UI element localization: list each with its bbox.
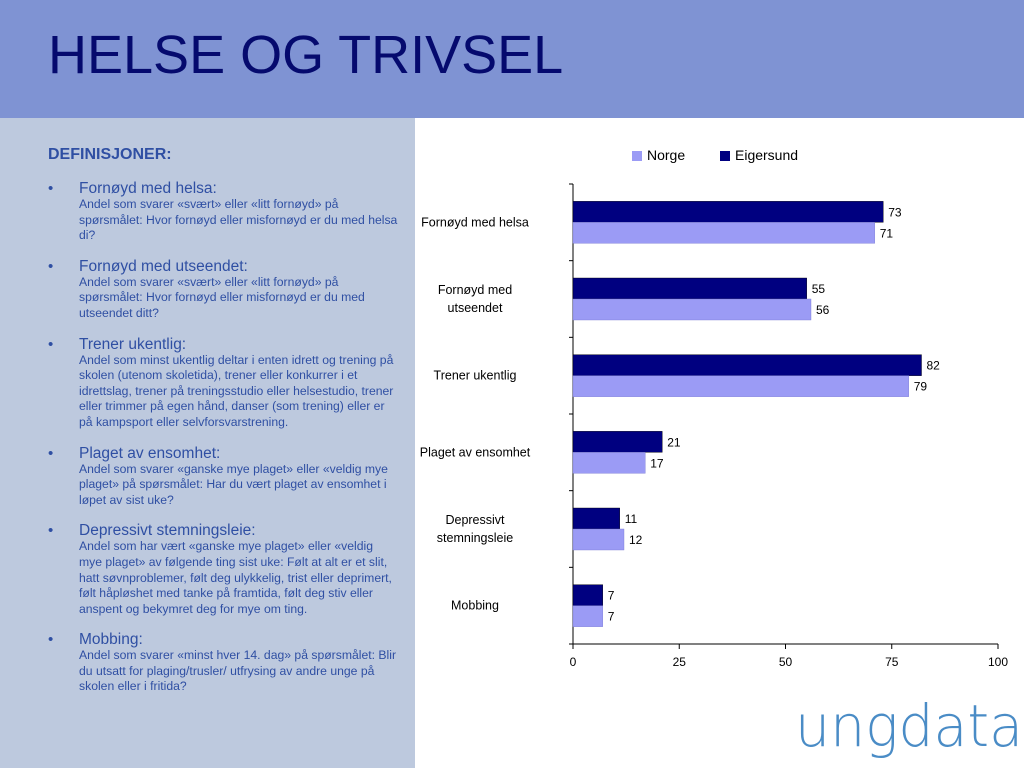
legend-swatch xyxy=(720,151,730,161)
bar-eigersund xyxy=(573,201,883,222)
data-label-eigersund: 11 xyxy=(624,512,638,526)
bullet-icon: • xyxy=(48,631,54,649)
bullet-icon: • xyxy=(48,522,54,540)
header-banner xyxy=(0,0,1024,118)
definition-item xyxy=(48,180,398,244)
bullet-icon: • xyxy=(48,180,54,197)
category-label: Fornøyd med xyxy=(437,283,513,297)
definition-description: Andel som har vært «ganske mye plaget» eller «veldig mye plaget» av følgende ting sist uke: Følt at alt er et slit, hatt søvnproblemer, følt deg ulykkelig, trist eller deprimert, følt håpløshet med tanke på framtida, følt deg stiv eller anspent og bekymret deg for mye om ting. xyxy=(79,539,392,616)
definition-description: Andel som svarer «ganske mye plaget» eller «veldig mye plaget» på spørsmålet: Har du vært plaget av ensomhet i løpet av sist uke? xyxy=(79,461,388,507)
data-label-norge: 17 xyxy=(650,456,664,471)
bar-norge xyxy=(573,529,624,550)
definition-description: Andel som svarer «minst hver 14. dag» på spørsmålet: Blir du utsatt for plaging/trusler/ utfrysing av andre unge på skolen eller i fritida? xyxy=(79,648,397,694)
bar-eigersund xyxy=(573,431,662,452)
legend-label: Norge xyxy=(647,147,686,163)
bar-norge xyxy=(573,376,909,397)
x-tick-label: 100 xyxy=(987,655,1009,669)
definition-description: Andel som svarer «svært» eller «litt fornøyd» på spørsmålet: Hvor fornøyd eller misfornøyd er du med helsa di? xyxy=(79,197,398,243)
bar-chart xyxy=(415,118,1024,768)
data-label-eigersund: 73 xyxy=(888,205,902,220)
category-label: Plaget av ensomhet xyxy=(419,445,531,460)
bar-norge xyxy=(573,452,645,473)
legend-label: Eigersund xyxy=(735,147,799,163)
bar-norge xyxy=(573,299,811,320)
definition-term: Depressivt stemningsleie: xyxy=(79,522,256,540)
bar-eigersund xyxy=(573,278,807,299)
definition-item xyxy=(48,258,398,322)
data-label-eigersund: 21 xyxy=(667,435,681,450)
x-tick-label: 0 xyxy=(569,655,577,669)
definition-item xyxy=(48,522,398,617)
bar-chart-canvas xyxy=(415,118,1024,768)
x-tick-label: 25 xyxy=(672,655,686,669)
data-label-norge: 56 xyxy=(816,303,830,317)
data-label-eigersund: 55 xyxy=(811,282,826,296)
bar-norge xyxy=(573,606,603,627)
definition-item xyxy=(48,336,398,431)
data-label-norge: 79 xyxy=(913,379,928,394)
definition-term: Trener ukentlig: xyxy=(79,335,187,353)
ungdata-logo-mark xyxy=(795,700,1024,762)
category-label: stemningsleie xyxy=(436,531,514,545)
definitions-heading: DEFINISJONER: xyxy=(48,146,172,163)
definition-term: Fornøyd med helsa: xyxy=(79,180,217,197)
bullet-icon: • xyxy=(48,335,54,353)
definition-item xyxy=(48,445,398,509)
page-title: HELSE OG TRIVSEL xyxy=(48,25,564,85)
x-tick-label: 50 xyxy=(778,655,793,669)
bar-eigersund xyxy=(573,355,922,376)
data-label-eigersund: 7 xyxy=(607,588,615,603)
category-label: Fornøyd med helsa xyxy=(421,215,529,230)
bar-eigersund xyxy=(573,585,603,606)
category-label: Mobbing xyxy=(451,598,499,613)
data-label-norge: 71 xyxy=(879,226,894,241)
x-tick-label: 75 xyxy=(885,655,899,669)
legend-swatch xyxy=(632,151,642,161)
definition-term: Fornøyd med utseendet: xyxy=(79,257,248,275)
data-label-norge: 7 xyxy=(607,609,615,624)
definition-term: Mobbing: xyxy=(79,631,143,649)
ungdata-logo xyxy=(795,700,1024,767)
definition-item xyxy=(48,631,398,695)
data-label-eigersund: 82 xyxy=(926,358,940,373)
definition-description: Andel som minst ukentlig deltar i enten idrett og trening på skolen (utenom skoletida), trener eller konkurrer i et idrettslag, trener på treningsstudio eller helsestudio, trener eller trimmer på egen hånd, danser (som trening) eller er på kampsport eller selvforsvarstrening. xyxy=(79,352,394,429)
bar-eigersund xyxy=(573,508,620,529)
bullet-icon: • xyxy=(48,444,54,462)
definition-term: Plaget av ensomhet: xyxy=(79,444,221,462)
logo-text: ungdata xyxy=(795,700,1023,760)
data-label-norge: 12 xyxy=(629,533,643,547)
category-label: Depressivt xyxy=(445,513,505,527)
definition-description: Andel som svarer «svært» eller «litt fornøyd» på spørsmålet: Hvor fornøyd eller misfornøyd er du med utseendet ditt? xyxy=(79,274,365,320)
definitions-list xyxy=(48,180,398,709)
bullet-icon: • xyxy=(48,257,54,275)
category-label: Trener ukentlig xyxy=(433,368,517,383)
category-label: utseendet xyxy=(447,301,503,315)
bar-norge xyxy=(573,222,875,243)
